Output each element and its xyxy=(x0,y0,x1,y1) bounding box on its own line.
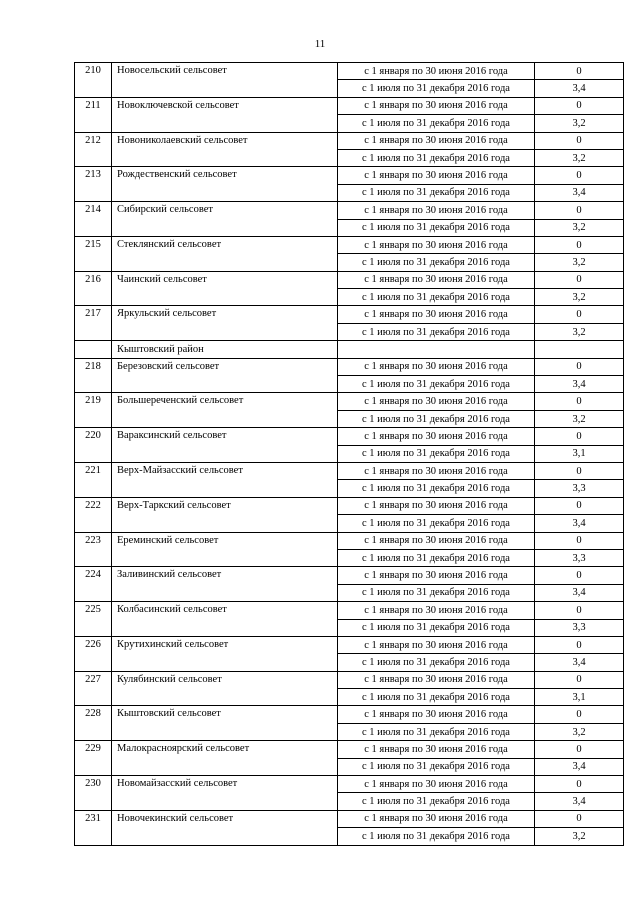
row-number: 215 xyxy=(75,236,112,271)
row-number: 216 xyxy=(75,271,112,306)
settlement-name: Вараксинский сельсовет xyxy=(112,428,338,463)
period-second-half: с 1 июля по 31 декабря 2016 года xyxy=(338,828,535,845)
table-row xyxy=(75,428,624,445)
period-first-half: с 1 января по 30 июня 2016 года xyxy=(338,602,535,619)
period-second-half: с 1 июля по 31 декабря 2016 года xyxy=(338,689,535,706)
table-row xyxy=(75,636,624,653)
settlement-name: Яркульский сельсовет xyxy=(112,306,338,341)
rate-second-half: 3,4 xyxy=(535,793,624,810)
rate-first-half: 0 xyxy=(535,636,624,653)
row-number: 220 xyxy=(75,428,112,463)
row-number: 228 xyxy=(75,706,112,741)
settlement-name: Крутихинский сельсовет xyxy=(112,636,338,671)
rate-first-half: 0 xyxy=(535,358,624,375)
rate-second-half: 3,4 xyxy=(535,584,624,601)
rate-first-half: 0 xyxy=(535,810,624,827)
settlement-name: Малокрасноярский сельсовет xyxy=(112,741,338,776)
row-number: 218 xyxy=(75,358,112,393)
rate-first-half: 0 xyxy=(535,602,624,619)
table-row xyxy=(75,167,624,184)
period-second-half: с 1 июля по 31 декабря 2016 года xyxy=(338,376,535,393)
settlement-name: Рождественский сельсовет xyxy=(112,167,338,202)
settlement-name: Большереченский сельсовет xyxy=(112,393,338,428)
rate-first-half: 0 xyxy=(535,306,624,323)
table-row xyxy=(75,497,624,514)
settlement-name: Березовский сельсовет xyxy=(112,358,338,393)
rate-second-half: 3,2 xyxy=(535,410,624,427)
rate-first-half: 0 xyxy=(535,776,624,793)
period-second-half: с 1 июля по 31 декабря 2016 года xyxy=(338,793,535,810)
row-number: 221 xyxy=(75,462,112,497)
period-first-half: с 1 января по 30 июня 2016 года xyxy=(338,97,535,114)
period-second-half: с 1 июля по 31 декабря 2016 года xyxy=(338,184,535,201)
period-second-half: с 1 июля по 31 декабря 2016 года xyxy=(338,549,535,566)
row-number: 223 xyxy=(75,532,112,567)
row-number: 230 xyxy=(75,776,112,811)
period-first-half: с 1 января по 30 июня 2016 года xyxy=(338,271,535,288)
rate-first-half: 0 xyxy=(535,167,624,184)
rate-second-half: 3,2 xyxy=(535,219,624,236)
table-row xyxy=(75,602,624,619)
table-row xyxy=(75,63,624,80)
row-number: 226 xyxy=(75,636,112,671)
row-number: 211 xyxy=(75,97,112,132)
rate-second-half: 3,2 xyxy=(535,323,624,340)
settlement-name: Новочекинский сельсовет xyxy=(112,810,338,845)
row-number: 217 xyxy=(75,306,112,341)
period-second-half: с 1 июля по 31 декабря 2016 года xyxy=(338,115,535,132)
period-second-half: с 1 июля по 31 декабря 2016 года xyxy=(338,289,535,306)
rate-second-half: 3,3 xyxy=(535,619,624,636)
settlement-name: Ереминский сельсовет xyxy=(112,532,338,567)
table-row xyxy=(75,97,624,114)
rate-first-half: 0 xyxy=(535,393,624,410)
rate-first-half: 0 xyxy=(535,271,624,288)
period-first-half: с 1 января по 30 июня 2016 года xyxy=(338,167,535,184)
row-number: 214 xyxy=(75,202,112,237)
rate-second-half: 3,2 xyxy=(535,254,624,271)
table-row xyxy=(75,132,624,149)
rates-table xyxy=(74,62,624,846)
table-row xyxy=(75,671,624,688)
settlement-name: Кыштовский сельсовет xyxy=(112,706,338,741)
period-first-half: с 1 января по 30 июня 2016 года xyxy=(338,706,535,723)
table-row xyxy=(75,776,624,793)
row-number: 231 xyxy=(75,810,112,845)
period-first-half: с 1 января по 30 июня 2016 года xyxy=(338,132,535,149)
rate-second-half: 3,4 xyxy=(535,80,624,97)
rate-second-half: 3,2 xyxy=(535,723,624,740)
settlement-name: Сибирский сельсовет xyxy=(112,202,338,237)
rate-second-half: 3,1 xyxy=(535,445,624,462)
table-row xyxy=(75,306,624,323)
table-row xyxy=(75,358,624,375)
period-first-half: с 1 января по 30 июня 2016 года xyxy=(338,567,535,584)
period-first-half: с 1 января по 30 июня 2016 года xyxy=(338,358,535,375)
table-row xyxy=(75,706,624,723)
rate-first-half: 0 xyxy=(535,671,624,688)
period-first-half: с 1 января по 30 июня 2016 года xyxy=(338,741,535,758)
table-row xyxy=(75,567,624,584)
table-row xyxy=(75,202,624,219)
rates-table-body xyxy=(75,63,624,846)
district-name: Кыштовский район xyxy=(112,341,338,358)
period-first-half: с 1 января по 30 июня 2016 года xyxy=(338,462,535,479)
settlement-name: Заливинский сельсовет xyxy=(112,567,338,602)
rate-second-half: 3,3 xyxy=(535,480,624,497)
row-number: 213 xyxy=(75,167,112,202)
period-first-half: с 1 января по 30 июня 2016 года xyxy=(338,306,535,323)
period-second-half: с 1 июля по 31 декабря 2016 года xyxy=(338,584,535,601)
table-row xyxy=(75,810,624,827)
row-number: 229 xyxy=(75,741,112,776)
row-number: 222 xyxy=(75,497,112,532)
period-first-half: с 1 января по 30 июня 2016 года xyxy=(338,63,535,80)
settlement-name: Чаинский сельсовет xyxy=(112,271,338,306)
row-number: 225 xyxy=(75,602,112,637)
table-row xyxy=(75,532,624,549)
rate-first-half: 0 xyxy=(535,97,624,114)
period-first-half: с 1 января по 30 июня 2016 года xyxy=(338,497,535,514)
district-rate-cell xyxy=(535,341,624,358)
period-first-half: с 1 января по 30 июня 2016 года xyxy=(338,202,535,219)
settlement-name: Новоключевской сельсовет xyxy=(112,97,338,132)
period-second-half: с 1 июля по 31 декабря 2016 года xyxy=(338,410,535,427)
settlement-name: Верх-Майзасский сельсовет xyxy=(112,462,338,497)
period-second-half: с 1 июля по 31 декабря 2016 года xyxy=(338,80,535,97)
settlement-name: Кулябинский сельсовет xyxy=(112,671,338,706)
period-first-half: с 1 января по 30 июня 2016 года xyxy=(338,671,535,688)
settlement-name: Стеклянский сельсовет xyxy=(112,236,338,271)
period-second-half: с 1 июля по 31 декабря 2016 года xyxy=(338,723,535,740)
table-row xyxy=(75,236,624,253)
rate-second-half: 3,2 xyxy=(535,828,624,845)
row-number: 212 xyxy=(75,132,112,167)
period-first-half: с 1 января по 30 июня 2016 года xyxy=(338,636,535,653)
rate-first-half: 0 xyxy=(535,706,624,723)
table-row xyxy=(75,462,624,479)
page-number: 11 xyxy=(314,38,326,50)
settlement-name: Новониколаевский сельсовет xyxy=(112,132,338,167)
rate-second-half: 3,4 xyxy=(535,376,624,393)
rate-second-half: 3,4 xyxy=(535,515,624,532)
rate-first-half: 0 xyxy=(535,462,624,479)
settlement-name: Новомайзасский сельсовет xyxy=(112,776,338,811)
rate-first-half: 0 xyxy=(535,567,624,584)
period-second-half: с 1 июля по 31 декабря 2016 года xyxy=(338,758,535,775)
rate-second-half: 3,2 xyxy=(535,149,624,166)
rate-first-half: 0 xyxy=(535,132,624,149)
table-row xyxy=(75,741,624,758)
settlement-name: Верх-Таркский сельсовет xyxy=(112,497,338,532)
rate-second-half: 3,2 xyxy=(535,289,624,306)
rate-first-half: 0 xyxy=(535,741,624,758)
rate-first-half: 0 xyxy=(535,202,624,219)
rate-first-half: 0 xyxy=(535,236,624,253)
period-second-half: с 1 июля по 31 декабря 2016 года xyxy=(338,254,535,271)
period-second-half: с 1 июля по 31 декабря 2016 года xyxy=(338,515,535,532)
rate-first-half: 0 xyxy=(535,532,624,549)
rate-second-half: 3,4 xyxy=(535,654,624,671)
rate-second-half: 3,1 xyxy=(535,689,624,706)
rate-second-half: 3,2 xyxy=(535,115,624,132)
period-second-half: с 1 июля по 31 декабря 2016 года xyxy=(338,619,535,636)
table-row xyxy=(75,393,624,410)
period-first-half: с 1 января по 30 июня 2016 года xyxy=(338,236,535,253)
period-first-half: с 1 января по 30 июня 2016 года xyxy=(338,776,535,793)
rate-first-half: 0 xyxy=(535,63,624,80)
district-header-row xyxy=(75,341,624,358)
rate-second-half: 3,4 xyxy=(535,758,624,775)
rate-second-half: 3,3 xyxy=(535,549,624,566)
row-number: 227 xyxy=(75,671,112,706)
district-period-cell xyxy=(338,341,535,358)
row-number: 219 xyxy=(75,393,112,428)
table-row xyxy=(75,271,624,288)
row-number: 224 xyxy=(75,567,112,602)
district-num-cell xyxy=(75,341,112,358)
row-number: 210 xyxy=(75,63,112,98)
rate-first-half: 0 xyxy=(535,497,624,514)
settlement-name: Новосельский сельсовет xyxy=(112,63,338,98)
period-second-half: с 1 июля по 31 декабря 2016 года xyxy=(338,445,535,462)
period-second-half: с 1 июля по 31 декабря 2016 года xyxy=(338,219,535,236)
settlement-name: Колбасинский сельсовет xyxy=(112,602,338,637)
period-first-half: с 1 января по 30 июня 2016 года xyxy=(338,532,535,549)
period-second-half: с 1 июля по 31 декабря 2016 года xyxy=(338,149,535,166)
rate-first-half: 0 xyxy=(535,428,624,445)
period-second-half: с 1 июля по 31 декабря 2016 года xyxy=(338,480,535,497)
period-first-half: с 1 января по 30 июня 2016 года xyxy=(338,428,535,445)
period-second-half: с 1 июля по 31 декабря 2016 года xyxy=(338,654,535,671)
period-first-half: с 1 января по 30 июня 2016 года xyxy=(338,393,535,410)
period-first-half: с 1 января по 30 июня 2016 года xyxy=(338,810,535,827)
rate-second-half: 3,4 xyxy=(535,184,624,201)
period-second-half: с 1 июля по 31 декабря 2016 года xyxy=(338,323,535,340)
